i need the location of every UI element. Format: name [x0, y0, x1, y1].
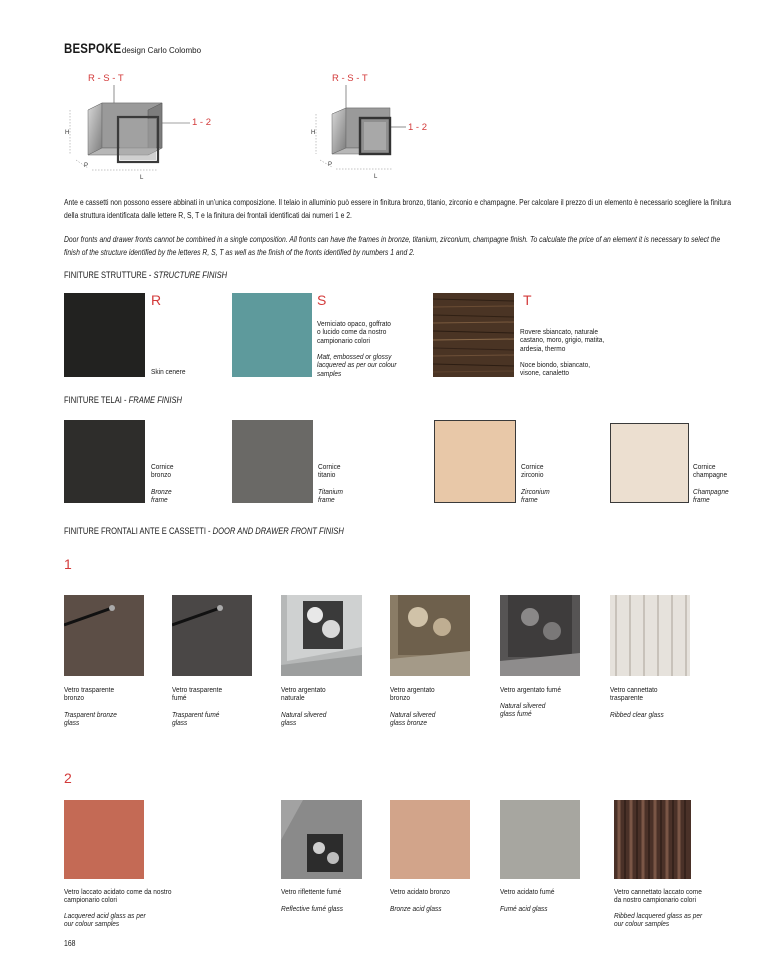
- diagram-numbers-label: 1 - 2: [192, 117, 212, 128]
- reflective-texture: [281, 800, 362, 879]
- dim2-p: P: [328, 162, 333, 168]
- swatch-front-fume-glass: [172, 595, 252, 676]
- front2-fume-acid-en: Fumé acid glass: [500, 904, 548, 913]
- page-title: [64, 40, 201, 58]
- swatch-front-silvered-fume: [500, 595, 580, 676]
- frame-heading-it: FINITURE TELAI: [64, 395, 122, 405]
- frame-titanium-it: Cornice titanio: [318, 462, 341, 480]
- front1-fume-en: Trasparent fumé glass: [172, 710, 220, 728]
- frame-champagne-it: Cornice champagne: [693, 462, 728, 480]
- structure-heading-en: STRUCTURE FINISH: [153, 270, 228, 280]
- cabinet-diagram-open: [62, 70, 232, 195]
- structure-letter-t: T: [523, 292, 532, 308]
- front-group-1-number: 1: [64, 556, 72, 572]
- title-main: BESPOKE: [64, 40, 122, 56]
- intro-italian: Ante e cassetti non possono essere abbinati in un'unica composizione. Il telaio in alluminio può essere in finitura bronzo, titanio, zirconio e champagne. Per calcolare il prezzo di un elemento è necessario scegliere la finitura della struttura identificata dalle lettere R, S, T e la finitura dei frontali identificati dai numeri 1 e 2.: [64, 198, 732, 221]
- mirror-reflection: [281, 595, 362, 676]
- handle-illustration-2: [172, 595, 252, 676]
- front2-ribbed-lacquered-it: Vetro cannettato laccato come da nostro campionario colori: [614, 887, 702, 905]
- cabinet-diagram-door: [308, 70, 458, 190]
- structure-r-label: Skin cenere: [151, 367, 186, 376]
- front2-lacquered-it: Vetro laccato acidato come da nostro campionario colori: [64, 887, 172, 905]
- front2-bronze-acid-it: Vetro acidato bronzo: [390, 887, 450, 896]
- dim-l: L: [140, 175, 144, 181]
- frame-heading-en: FRAME FINISH: [128, 395, 182, 405]
- page-number: 168: [64, 939, 76, 948]
- cabinet-open-illustration: [62, 70, 232, 195]
- front2-lacquered-en: Lacquered acid glass as per our colour samples: [64, 911, 146, 929]
- structure-s-label-en: Matt, embossed or glossy lacquered as per our colour samples: [317, 352, 397, 378]
- structure-heading-it: FINITURE STRUTTURE: [64, 270, 147, 280]
- frame-zirconium-it: Cornice zirconio: [521, 462, 544, 480]
- fronts-heading: FINITURE FRONTALI ANTE E CASSETTI - DOOR AND DRAWER FRONT FINISH: [64, 526, 344, 536]
- dim-p: P: [84, 163, 89, 169]
- swatch-front-ribbed-lacquered: [614, 800, 691, 879]
- front1-ribbed-it: Vetro cannettato trasparente: [610, 685, 658, 703]
- structure-letter-r: R: [151, 292, 162, 308]
- front-group-2-number: 2: [64, 770, 72, 786]
- front1-silvered-it: Vetro argentato naturale: [281, 685, 326, 703]
- swatch-front-silvered-natural: [281, 595, 362, 676]
- handle-illustration: [64, 595, 144, 676]
- front1-bronze-it: Vetro trasparente bronzo: [64, 685, 115, 703]
- swatch-front-fume-acid: [500, 800, 580, 879]
- mirror-reflection-fume: [500, 595, 580, 676]
- dim2-l: L: [374, 174, 378, 180]
- frame-titanium-en: Titanium frame: [318, 487, 343, 505]
- cabinet-door-illustration: [308, 70, 458, 190]
- structure-letter-s: S: [317, 292, 327, 308]
- intro-english: Door fronts and drawer fronts cannot be combined in a single composition. All fronts can have the frames in bronze, titanium, zirconium, champagne finish. To calculate the price of an element it is necessary to select the finish of the structure identified by the letteres R, S, T as well as the finish of the fronts identified by numbers 1 and 2.: [64, 235, 721, 258]
- ribbed-lacquered-texture: [614, 800, 691, 879]
- front2-ribbed-lacquered-en: Ribbed lacquered glass as per our colour samples: [614, 911, 703, 929]
- structure-s-label-it: Verniciato opaco, goffrato o lucido come da nostro campionario colori: [317, 319, 391, 345]
- dim2-h: H: [311, 130, 316, 136]
- swatch-frame-bronze: [64, 420, 145, 503]
- dim-h: H: [65, 130, 70, 136]
- frame-zirconium-en: Zirconium frame: [521, 487, 550, 505]
- ribbed-texture: [610, 595, 690, 676]
- front2-bronze-acid-en: Bronze acid glass: [390, 904, 442, 913]
- swatch-structure-t: [433, 293, 514, 377]
- structure-t-label-en: Noce biondo, sbiancato, visone, canaletto: [520, 360, 591, 378]
- structure-t-label-it: Rovere sbiancato, naturale castano, moro, grigio, matita, ardesia, thermo: [520, 327, 605, 353]
- swatch-front-lacquered-acid: [64, 800, 144, 879]
- diagram2-numbers-label: 1 - 2: [408, 122, 428, 133]
- front1-silvered-bronze-en: Natural silvered glass bronze: [390, 710, 436, 728]
- diagram2-letters-label: R - S - T: [332, 73, 368, 84]
- front1-silvered-en: Natural silvered glass: [281, 710, 327, 728]
- fronts-heading-it: FINITURE FRONTALI ANTE E CASSETTI: [64, 526, 206, 536]
- swatch-front-bronze-acid: [390, 800, 470, 879]
- swatch-front-silvered-bronze: [390, 595, 470, 676]
- swatch-frame-champagne: [610, 423, 689, 503]
- swatch-front-reflective-fume: [281, 800, 362, 879]
- structure-heading: FINITURE STRUTTURE - STRUCTURE FINISH: [64, 270, 228, 280]
- front1-bronze-en: Trasparent bronze glass: [64, 710, 117, 728]
- front2-reflective-it: Vetro riflettente fumé: [281, 887, 342, 896]
- diagram-letters-label: R - S - T: [88, 73, 124, 84]
- front1-fume-it: Vetro trasparente fumé: [172, 685, 223, 703]
- front2-reflective-en: Reflective fumé glass: [281, 904, 344, 913]
- frame-bronze-it: Cornice bronzo: [151, 462, 174, 480]
- wood-grain-texture: [433, 293, 514, 377]
- mirror-reflection-bronze: [390, 595, 470, 676]
- swatch-structure-s: [232, 293, 312, 377]
- frame-champagne-en: Champagne frame: [693, 487, 729, 505]
- title-designer: design Carlo Colombo: [121, 46, 202, 55]
- swatch-structure-r: [64, 293, 145, 377]
- swatch-front-bronze-glass: [64, 595, 144, 676]
- front1-silvered-fume-it: Vetro argentato fumé: [500, 685, 561, 694]
- frame-heading: FINITURE TELAI - FRAME FINISH: [64, 395, 182, 405]
- fronts-heading-en: DOOR AND DRAWER FRONT FINISH: [212, 526, 344, 536]
- front2-fume-acid-it: Vetro acidato fumé: [500, 887, 555, 896]
- swatch-front-ribbed-clear: [610, 595, 690, 676]
- front1-silvered-bronze-it: Vetro argentato bronzo: [390, 685, 435, 703]
- front1-silvered-fume-en: Natural silvered glass fumé: [500, 701, 546, 719]
- swatch-frame-zirconium: [434, 420, 516, 503]
- frame-bronze-en: Bronze frame: [151, 487, 172, 505]
- front1-ribbed-en: Ribbed clear glass: [610, 710, 664, 719]
- swatch-frame-titanium: [232, 420, 313, 503]
